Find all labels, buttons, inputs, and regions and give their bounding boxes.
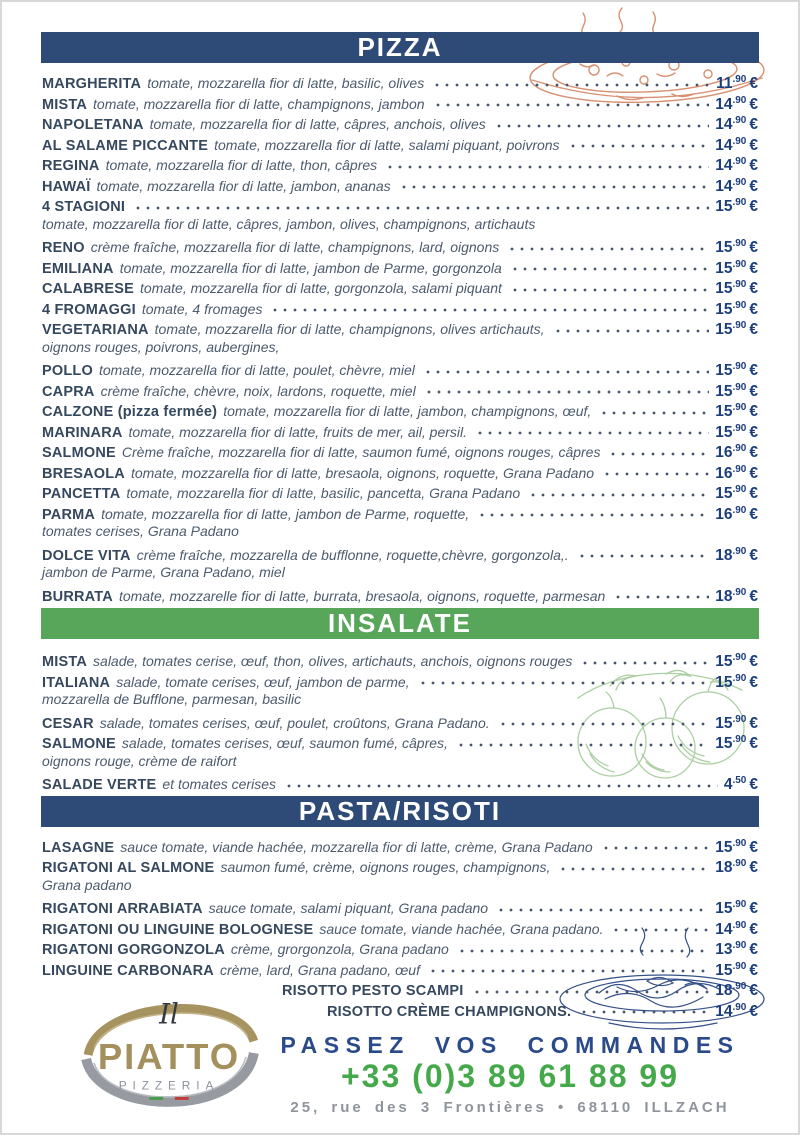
menu-item-price: $14^{.90}$ € (715, 156, 758, 175)
menu-item-price: $15^{.90}$ € (715, 837, 758, 856)
dots-leader (399, 185, 710, 189)
dots-leader (602, 472, 709, 476)
menu-item-price: $15^{.90}$ € (715, 299, 758, 318)
menu-item-desc-continued: Grana padano (42, 876, 132, 893)
dots-leader (510, 288, 709, 292)
dots-leader (601, 846, 710, 850)
dots-leader (507, 247, 709, 251)
menu-item-desc: tomate, mozzarella fior di latte, bresaola, oignons, roquette, Grana Padano (130, 464, 595, 481)
dots-leader (568, 144, 710, 148)
menu-item-name: PANCETTA (42, 486, 121, 503)
menu-item-price: $15^{.90}$ € (715, 197, 758, 216)
menu-item-desc: tomate, mozzarella fior di latte, gorgonzola, salami piquant (140, 280, 502, 297)
menu-item (42, 460, 758, 481)
logo-script: Il (159, 997, 179, 1031)
menu-item-name: RIGATONI ARRABIATA (42, 901, 203, 918)
menu-item-price: $14^{.90}$ € (715, 1001, 758, 1020)
menu-item-desc: salade, tomates cerises, œuf, poulet, croûtons, Grana Padano. (99, 714, 490, 731)
menu-item-name: LINGUINE CARBONARA (42, 962, 214, 979)
dots-leader (385, 165, 709, 169)
section-header-pizza (41, 32, 759, 63)
menu-item (42, 111, 758, 132)
menu-item-name: RENO (42, 240, 85, 257)
dots-leader (428, 969, 709, 973)
menu-item-desc: sauce tomate, viande hachée, Grana padano. (319, 920, 604, 937)
menu-item-price: $15^{.90}$ € (715, 713, 758, 732)
menu-item (42, 255, 758, 276)
menu-item-name: RIGATONI AL SALMONE (42, 860, 215, 877)
menu-item (42, 357, 758, 378)
menu-item-desc: tomate, mozzarella fior di latte, salami piquant, poivrons (214, 136, 560, 153)
menu-item-price: $15^{.90}$ € (715, 652, 758, 671)
dots-leader (579, 1010, 709, 1014)
dots-leader (418, 681, 710, 685)
menu-item (42, 419, 758, 440)
menu-item-name: CALZONE (pizza fermée) (42, 404, 218, 421)
menu-item-name: RISOTTO PESTO SCAMPI (282, 983, 464, 1000)
dots-leader (498, 722, 710, 726)
dots-leader (611, 928, 709, 932)
menu-item-name: DOLCE VITA (42, 547, 131, 564)
menu-item (42, 439, 758, 460)
dots-leader (432, 83, 710, 87)
menu-item (42, 834, 758, 855)
dots-leader (424, 390, 710, 394)
menu-item-name: 4 STAGIONI (42, 199, 126, 216)
menu-item-name: HAWAÏ (42, 178, 91, 195)
menu-item-name: CESAR (42, 715, 94, 732)
dots-leader (477, 513, 709, 517)
menu-item-name: SALMONE (42, 445, 116, 462)
menu-item-desc: tomate, mozzarella fior di latte, fruits de mer, ail, persil. (128, 423, 468, 440)
dots-leader (577, 554, 710, 558)
menu-item-desc-continued: jambon de Parme, Grana Padano, miel (42, 564, 285, 580)
menu-item-price: $15^{.90}$ € (715, 320, 758, 339)
dots-leader (580, 661, 709, 665)
menu-item-name: CALABRESE (42, 281, 135, 298)
menu-item-desc-continued: tomates cerises, Grana Padano (42, 523, 239, 539)
menu-item-price: $18^{.90}$ € (715, 586, 758, 605)
section-title: INSALATE (327, 608, 473, 638)
menu-item-name: REGINA (42, 158, 100, 175)
menu-item-name: BRESAOLA (42, 465, 125, 482)
menu-item-name: PARMA (42, 506, 96, 523)
menu-item (42, 730, 758, 751)
menu-item-desc: tomate, mozzarella fior di latte, poulet, chèvre, miel (98, 362, 415, 379)
menu-item (42, 583, 758, 604)
menu-item (42, 234, 758, 255)
dots-leader (496, 908, 709, 912)
menu-item (42, 710, 758, 731)
menu-item (42, 771, 758, 792)
menu-item-desc: saumon fumé, crème, oignons rouges, champignons, (220, 859, 551, 876)
menu-item-price: $18^{.90}$ € (715, 545, 758, 564)
menu-item-price: $14^{.90}$ € (715, 919, 758, 938)
dots-leader (133, 206, 709, 210)
menu-item-desc: tomate, mozzarella fior di latte, basilic, olives (147, 75, 425, 92)
menu-item-desc: crème fraîche, mozzarella de bufflonne, roquette,chèvre, gorgonzola,. (136, 546, 569, 563)
menu-item-price: $18^{.90}$ € (715, 981, 758, 1000)
menu-item-desc: salade, tomates cerise, œuf, thon, olives, artichauts, anchois, oignons rouges (93, 653, 573, 670)
menu-item-price: $4^{.50}$ € (723, 775, 758, 794)
menu-item-desc: tomate, mozzarella fior di latte, câpres, anchois, olives (149, 116, 486, 133)
menu-item (42, 501, 758, 522)
menu-item-name: AL SALAME PICCANTE (42, 137, 209, 154)
menu-item-desc-continued: oignons rouges, poivrons, aubergines, (42, 338, 280, 355)
menu-item-desc: tomate, mozzarelle fior di latte, burrata, bresaola, oignons, roquette, parmesan (118, 587, 606, 604)
section-insalate (2, 608, 798, 792)
menu-item-price: $15^{.90}$ € (715, 899, 758, 918)
menu-item-desc: crème fraîche, mozzarella fior di latte, champignons, lard, oignons (90, 239, 500, 256)
menu-item-name: RISOTTO CRÈME CHAMPIGNONS. (327, 1003, 572, 1020)
menu-item-name: ITALIANA (42, 674, 111, 691)
menu-item (42, 480, 758, 501)
menu-item (42, 895, 758, 916)
menu-item-desc: salade, tomates cerises, œuf, saumon fumé, câpres, (121, 735, 448, 752)
menu-item-desc: sauce tomate, viande hachée, mozzarella fior di latte, crème, Grana Padano (120, 838, 593, 855)
menu-item-desc: tomate, mozzarella fior di latte, thon, câpres (105, 157, 378, 174)
menu-item-desc: crème, lard, Grana padano, œuf (219, 961, 420, 978)
menu-item-price: $15^{.90}$ € (715, 381, 758, 400)
logo-subtitle: PIZZERIA (118, 1078, 220, 1093)
dots-leader (528, 493, 709, 497)
dots-leader (558, 867, 709, 871)
menu-item-price: $13^{.90}$ € (715, 940, 758, 959)
dots-leader (456, 743, 709, 747)
dots-leader (270, 308, 709, 312)
menu-item-price: $16^{.90}$ € (715, 443, 758, 462)
menu-item-desc: tomate, mozzarella fior di latte, champignons, olives artichauts, (154, 321, 545, 338)
order-cta: PASSEZ VOS COMMANDES (280, 1032, 740, 1058)
menu-item-name: MISTA (42, 654, 88, 671)
dots-leader (608, 452, 709, 456)
restaurant-address: 25, rue des 3 Frontières • 68110 ILLZACH (290, 1099, 730, 1116)
dots-leader (599, 411, 709, 415)
menu-item-price: $15^{.90}$ € (715, 960, 758, 979)
section-pizza (2, 32, 798, 603)
section-header-pasta (41, 796, 759, 827)
menu-item-name: SALMONE (42, 736, 116, 753)
logo-name: PIATTO (97, 1035, 241, 1077)
menu-item-name: MARGHERITA (42, 76, 142, 93)
menu-content (2, 2, 798, 1018)
menu-item (42, 173, 758, 194)
menu-item (42, 275, 758, 296)
section-header-insalate (41, 608, 759, 639)
menu-item-price: $14^{.90}$ € (715, 176, 758, 195)
menu-item (42, 378, 758, 399)
phone-number: +33 (0)3 89 61 88 99 (340, 1058, 679, 1094)
menu-item-name: RIGATONI GORGONZOLA (42, 942, 225, 959)
dots-leader (510, 267, 709, 271)
menu-item-desc: tomate, mozzarella fior di latte, jambon, ananas (96, 177, 391, 194)
menu-item-desc: tomate, mozzarella fior di latte, champignons, jambon (93, 95, 425, 112)
dots-leader (472, 990, 710, 994)
menu-item-name: VEGETARIANA (42, 322, 149, 339)
menu-item-desc: sauce tomate, salami piquant, Grana padano (208, 900, 489, 917)
menu-item-desc-continued: tomate, mozzarella fior di latte, câpres, jambon, olives, champignons, artichauts (42, 215, 536, 232)
menu-item-price: $18^{.90}$ € (715, 858, 758, 877)
section-items-insalate (42, 648, 758, 792)
menu-item-name: NAPOLETANA (42, 117, 144, 134)
menu-item-desc: et tomates cerises (162, 776, 276, 793)
menu-item-desc-continued: oignons rouge, crème de raifort (42, 752, 237, 769)
menu-item-desc: tomate, mozzarella fior di latte, jambon de Parme, roquette, (101, 505, 470, 522)
menu-item (42, 648, 758, 669)
menu-item-desc: tomate, mozzarella fior di latte, basilic, pancetta, Grana Padano (126, 485, 521, 502)
dots-leader (457, 949, 709, 953)
menu-item-name: POLLO (42, 363, 93, 380)
menu-item-name: MISTA (42, 96, 88, 113)
menu-item-price: $15^{.90}$ € (715, 279, 758, 298)
menu-item-price: $15^{.90}$ € (715, 484, 758, 503)
menu-item-desc: salade, tomate cerises, œuf, jambon de parme, (116, 673, 410, 690)
section-items-pizza (42, 70, 758, 603)
menu-item-desc: tomate, 4 fromages (141, 300, 263, 317)
dots-leader (475, 431, 709, 435)
menu-item-name: RIGATONI OU LINGUINE BOLOGNESE (42, 921, 314, 938)
menu-item-desc-continued: mozzarella de Bufflone, parmesan, basilic (42, 691, 302, 707)
menu-item (42, 542, 758, 563)
menu-item-price: $15^{.90}$ € (715, 361, 758, 380)
menu-item-name: LASAGNE (42, 839, 115, 856)
menu-item-price: $11^{.90}$ € (716, 74, 758, 93)
menu-item-desc: tomate, mozzarella fior di latte, jambon, champignons, œuf, (223, 403, 592, 420)
menu-item-price: $15^{.90}$ € (715, 238, 758, 257)
menu-item-price: $14^{.90}$ € (715, 94, 758, 113)
menu-item (42, 669, 758, 690)
menu-item-name: 4 FROMAGGI (42, 301, 136, 318)
dots-leader (423, 370, 709, 374)
menu-item-name: EMILIANA (42, 260, 114, 277)
menu-item-name: SALADE VERTE (42, 777, 157, 794)
menu-item-price: $14^{.90}$ € (715, 135, 758, 154)
menu-item-name: BURRATA (42, 588, 113, 605)
dots-leader (284, 784, 718, 788)
menu-item-name: CAPRA (42, 383, 95, 400)
menu-item-desc: crème fraîche, chèvre, noix, lardons, roquette, miel (100, 382, 416, 399)
menu-item (42, 70, 758, 91)
menu-item-price: $16^{.90}$ € (715, 504, 758, 523)
menu-item-name: MARINARA (42, 424, 123, 441)
menu-item-desc: crème, grorgonzola, Grana padano (230, 941, 449, 958)
menu-item-price: $15^{.90}$ € (715, 734, 758, 753)
dots-leader (494, 124, 709, 128)
menu-item-price: $15^{.90}$ € (715, 402, 758, 421)
menu-item-price: $15^{.90}$ € (715, 258, 758, 277)
menu-item-price: $15^{.90}$ € (715, 672, 758, 691)
menu-item-desc: Crème fraîche, mozzarella fior di latte, saumon fumé, oignons rouges, câpres (121, 444, 601, 461)
menu-item (42, 91, 758, 112)
menu-item-desc: tomate, mozzarella fior di latte, jambon de Parme, gorgonzola (119, 259, 502, 276)
menu-item-price: $14^{.90}$ € (715, 115, 758, 134)
dots-leader (433, 103, 710, 107)
menu-item-price: $15^{.90}$ € (715, 422, 758, 441)
section-title: PIZZA (357, 32, 443, 62)
dots-leader (553, 329, 710, 333)
section-title: PASTA/RISOTI (298, 795, 502, 826)
dots-leader (613, 595, 709, 599)
menu-item-price: $16^{.90}$ € (715, 463, 758, 482)
